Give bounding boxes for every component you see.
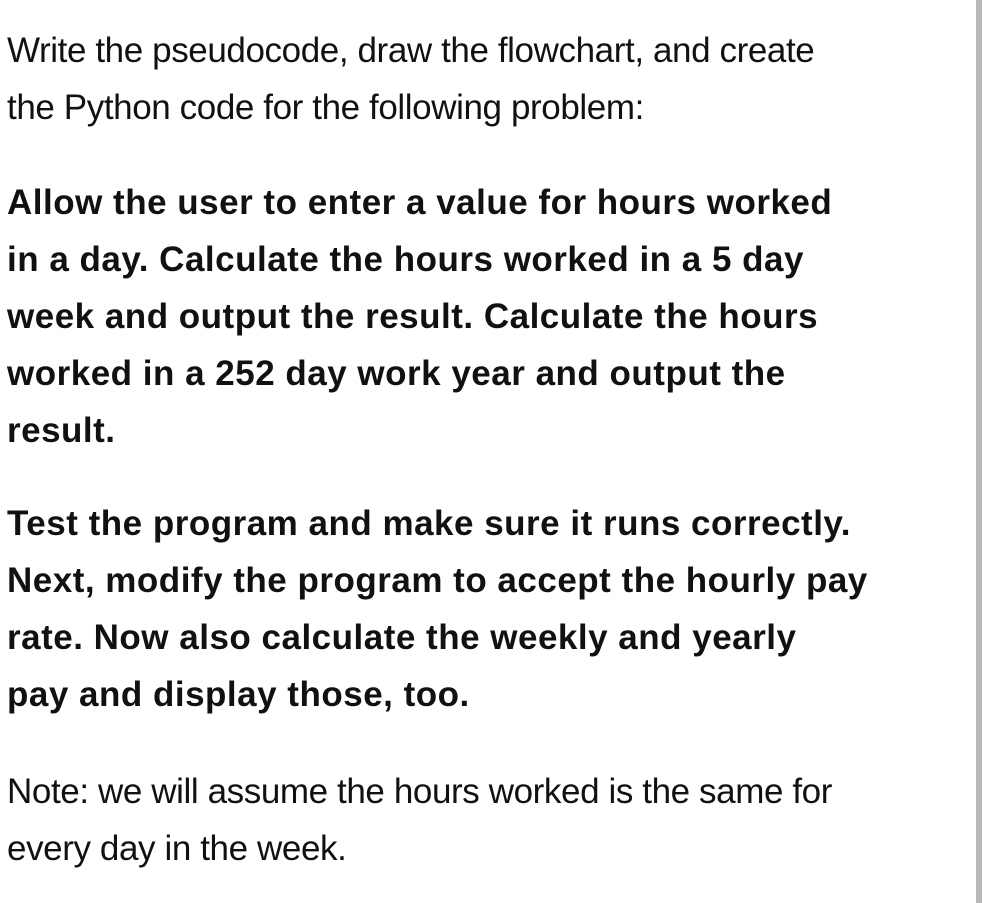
assignment-content	[7, 22, 967, 877]
problem-line: in a day. Calculate the hours worked in a 5 day	[7, 240, 804, 279]
test-line: Test the program and make sure it runs correctly.	[7, 504, 852, 543]
note-line: every day in the week.	[7, 829, 347, 868]
scrollbar[interactable]	[976, 0, 982, 903]
problem-line: result.	[7, 411, 116, 450]
test-line: rate. Now also calculate the weekly and yearly	[7, 618, 797, 657]
problem-line: week and output the result. Calculate the hours	[7, 297, 819, 336]
problem-line: worked in a 252 day work year and output the	[7, 354, 786, 393]
problem-line: Allow the user to enter a value for hours worked	[7, 183, 833, 222]
intro-line: the Python code for the following problem:	[7, 88, 644, 127]
problem-paragraph	[7, 174, 967, 459]
test-line: Next, modify the program to accept the hourly pay	[7, 561, 868, 600]
intro-line: Write the pseudocode, draw the flowchart, and create	[7, 31, 815, 70]
note-line: Note: we will assume the hours worked is the same for	[7, 772, 832, 811]
test-line: pay and display those, too.	[7, 675, 470, 714]
intro-paragraph	[7, 22, 967, 136]
test-paragraph	[7, 495, 967, 723]
note-paragraph	[7, 763, 967, 877]
